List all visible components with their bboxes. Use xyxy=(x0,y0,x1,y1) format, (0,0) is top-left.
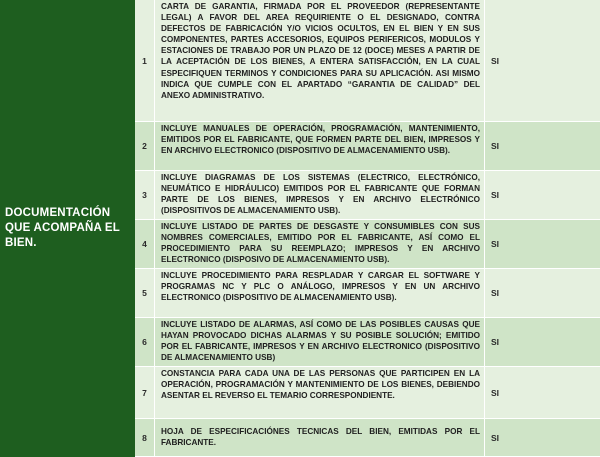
row-description: INCLUYE PROCEDIMIENTO PARA RESPLADAR Y CARGAR EL SOFTWARE Y PROGRAMAS NC Y PLC O ANÁLOGO, IMPRESOS Y EN UN ARCHIVO ELECTRONICO (DISPOSITIVO DE ALMACENAMIENTO USB). xyxy=(155,269,485,317)
row-number: 6 xyxy=(135,318,155,366)
section-title: DOCUMENTACIÓN QUE ACOMPAÑA EL BIEN. xyxy=(5,207,120,249)
row-number: 5 xyxy=(135,269,155,317)
table-row xyxy=(135,318,600,367)
row-description: INCLUYE DIAGRAMAS DE LOS SISTEMAS (ELECTRICO, ELECTRÓNICO, NEUMÁTICO E HIDRÁULICO) EMITIDOS POR EL FABRICANTE QUE FORMAN PARTE DE LOS BIENES, IMPRESOS Y EN ARCHIVO ELECTRÓNICO (DISPOSITIVOS DE ALMACENAMIENTO USB). xyxy=(155,171,485,219)
table-row xyxy=(135,171,600,220)
row-description: CONSTANCIA PARA CADA UNA DE LAS PERSONAS QUE PARTICIPEN EN LA OPERACIÓN, PROGRAMACIÓN Y MANTENIMIENTO DE LOS BIENES, DEBIENDO ASENTAR EL REVERSO EL TEMARIO CORRESPONDIENTE. xyxy=(155,367,485,418)
row-description: INCLUYE LISTADO DE ALARMAS, ASÍ COMO DE LAS POSIBLES CAUSAS QUE HAYAN PROVOCADO DICHAS ALARMAS Y SU POSIBLE SOLUCIÓN; EMITIDO POR EL FABRICANTE, IMPRESOS Y EN ARCHIVO ELECTRONICO (DISPOSITIVO DE ALMACENAMIENTO USB) xyxy=(155,318,485,366)
row-compliance: SI xyxy=(491,239,500,249)
row-compliance: SI xyxy=(491,432,500,443)
row-description: INCLUYE LISTADO DE PARTES DE DESGASTE Y CONSUMIBLES CON SUS NOMBRES COMERCIALES, EMITIDO POR EL FABRICANTE, ASÍ COMO EL PROCEDIMIENTO PARA SU REEMPLAZO; IMPRESOS Y EN ARCHIVO ELECTRONICO (DISPOSIVO DE ALMACENAMIENTO USB). xyxy=(155,220,485,268)
row-compliance: SI xyxy=(491,288,500,298)
row-compliance: SI xyxy=(491,190,500,200)
requirements-list xyxy=(135,0,600,457)
row-description: INCLUYE MANUALES DE OPERACIÓN, PROGRAMACIÓN, MANTENIMIENTO, EMITIDOS POR EL FABRICANTE, QUE FORMEN PARTE DEL BIEN, IMPRESOS Y EN ARCHIVO ELECTRONICO (DISPOSITIVO DE ALMACENAMIENTO USB). xyxy=(155,122,485,170)
table-row xyxy=(135,269,600,318)
row-number: 2 xyxy=(135,122,155,170)
row-description: CARTA DE GARANTIA, FIRMADA POR EL PROVEEDOR (REPRESENTANTE LEGAL) A FAVOR DEL AREA REQUIRIENTE O EL DESIGNADO, CONTRA DEFECTOS DE FABRICACIÓN Y/O VICIOS OCULTOS, EN EL BIEN Y EN SUS COMPONENTES, PARTES ACCESORIOS, EQUIPOS PERIFERICOS, MODULOS Y ESTACIONES DE TRABAJO POR UN PLAZO DE 12 (DOCE) MESES A PARTIR DE LA ACEPTACIÓN DE LOS BIENES, A ENTERA SATISFACCIÓN, EN LA CUAL ESPECIFIQUEN TERMINOS Y CONDICIONES PARA SU APLICACIÓN. ASI MISMO INDICA QUE CUMPLE CON EL APARTADO “GARANTIA DE CALIDAD” DEL ANEXO ADMINISTRATIVO. xyxy=(155,0,485,121)
row-compliance: SI xyxy=(491,141,500,151)
table-row xyxy=(135,419,600,457)
table-row xyxy=(135,122,600,171)
row-number: 8 xyxy=(135,419,155,456)
row-number: 1 xyxy=(135,0,155,121)
row-number: 4 xyxy=(135,220,155,268)
section-header xyxy=(0,0,135,457)
row-compliance: SI xyxy=(491,387,500,398)
row-number: 7 xyxy=(135,367,155,418)
row-compliance: SI xyxy=(491,337,500,347)
table-row xyxy=(135,367,600,419)
table-row xyxy=(135,0,600,122)
row-compliance: SI xyxy=(491,55,500,66)
row-description: HOJA DE ESPECIFICACIÓNES TECNICAS DEL BIEN, EMITIDAS POR EL FABRICANTE. xyxy=(155,419,485,456)
table-row xyxy=(135,220,600,269)
row-number: 3 xyxy=(135,171,155,219)
